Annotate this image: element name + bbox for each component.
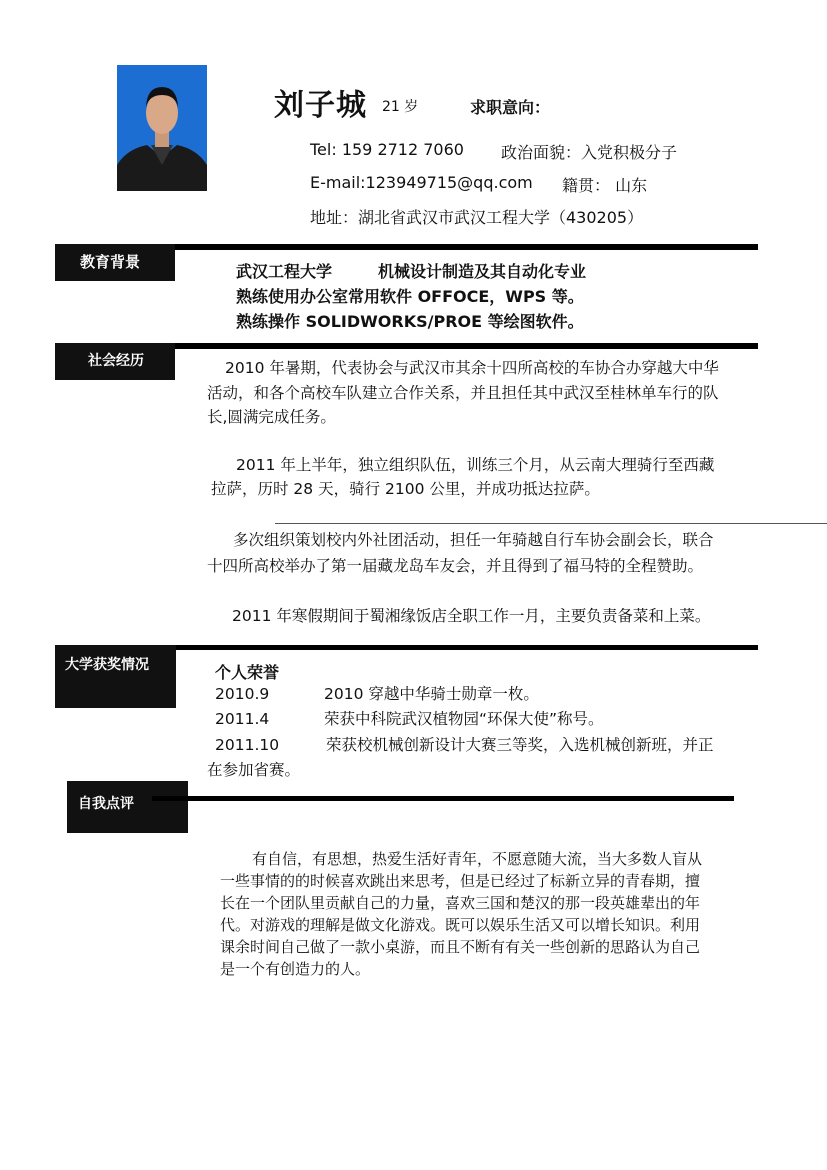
social-text: 长,圆满完成任务。	[207, 408, 336, 426]
social-text: 2011 年上半年，独立组织队伍，训练三个月，从云南大理骑行至西藏	[236, 456, 715, 474]
major: 机械设计制造及其自动化专业	[378, 262, 587, 281]
social-text: 活动，和各个高校车队建立合作关系，并且担任其中武汉至桂林单车行的队	[207, 384, 719, 402]
social-text: 2011 年寒假期间于蜀湘缘饭店全职工作一月，主要负责备菜和上菜。	[232, 607, 711, 625]
section-education-title: 教育背景	[55, 244, 175, 281]
self-text: 长在一个团队里贡献自己的力量，喜欢三国和楚汉的那一段英雄辈出的年	[220, 894, 701, 912]
school: 武汉工程大学	[236, 262, 333, 281]
social-text: 2010 年暑期，代表协会与武汉市其余十四所高校的车协合办穿越大中华	[225, 359, 719, 377]
skill-cad: 熟练操作 SOLIDWORKS/PROE 等绘图软件。	[236, 312, 584, 331]
award-desc: 2010 穿越中华骑士勋章一枚。	[324, 685, 539, 703]
profile-photo	[117, 65, 207, 191]
skill-office: 熟练使用办公室常用软件 OFFOCE，WPS 等。	[236, 287, 584, 306]
social-text: 十四所高校举办了第一届藏龙岛车友会，并且得到了福马特的全程赞助。	[207, 557, 704, 575]
divider	[175, 244, 758, 250]
award-desc: 荣获校机械创新设计大赛三等奖，入选机械创新班，并正	[326, 736, 714, 754]
job-intent-label: 求职意向：	[470, 98, 551, 117]
phone: Tel: 159 2712 7060	[310, 140, 464, 159]
award-desc-cont: 在参加省赛。	[207, 761, 301, 779]
address: 地址：湖北省武汉市武汉工程大学（430205）	[310, 208, 644, 227]
award-date: 2011.4	[215, 710, 270, 728]
self-text: 课余时间自己做了一款小桌游，而且不断有有关一些创新的思路认为自己	[220, 938, 701, 956]
award-date: 2010.9	[215, 685, 270, 703]
award-date: 2011.10	[215, 736, 280, 754]
section-social-title: 社会经历	[55, 343, 175, 380]
self-text: 有自信，有思想，热爱生活好青年，不愿意随大流，当大多数人盲从	[252, 850, 703, 868]
self-text: 是一个有创造力的人。	[220, 960, 371, 978]
candidate-name: 刘子城	[274, 88, 367, 123]
social-text: 拉萨，历时 28 天，骑行 2100 公里，并成功抵达拉萨。	[211, 480, 600, 498]
self-text: 代。对游戏的理解是做文化游戏。既可以娱乐生活又可以增长知识。利用	[220, 916, 701, 934]
age: 21 岁	[382, 99, 419, 115]
email: E-mail:123949715@qq.com	[310, 173, 533, 192]
self-text: 一些事情的的时候喜欢跳出来思考，但是已经过了标新立异的青春期，擅	[220, 872, 701, 890]
section-self-title: 自我点评	[67, 781, 188, 833]
social-text: 多次组织策划校内外社团活动，担任一年骑越自行车协会副会长，联合	[233, 531, 714, 549]
divider	[176, 645, 758, 650]
political-status: 政治面貌：入党积极分子	[501, 143, 678, 162]
divider	[275, 523, 827, 524]
awards-heading: 个人荣誉	[215, 663, 280, 682]
native-place: 籍贯： 山东	[562, 176, 648, 195]
section-awards-title: 大学获奖情况	[55, 645, 176, 708]
award-desc: 荣获中科院武汉植物园“环保大使”称号。	[324, 710, 604, 728]
divider	[152, 796, 734, 801]
portrait-icon	[117, 65, 207, 191]
divider	[175, 343, 758, 349]
